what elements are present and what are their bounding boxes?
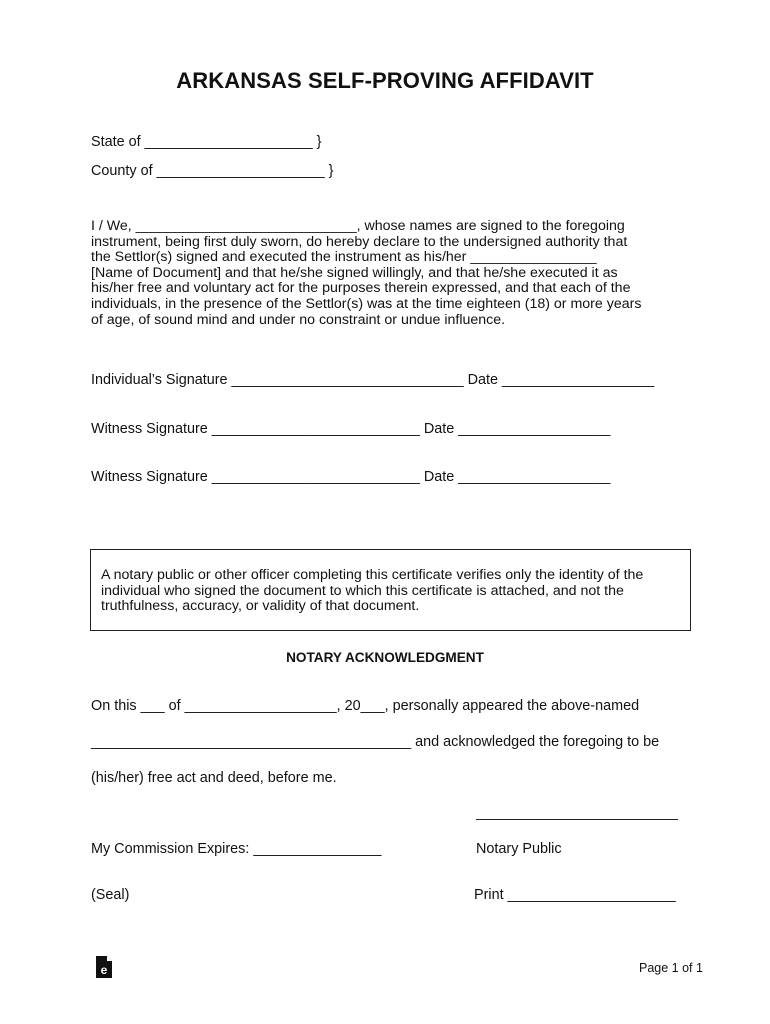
notary-line-1: On this ___ of ___________________, 20___, personally appeared the above-named — [91, 698, 640, 714]
print-name-line: Print _____________________ — [474, 887, 676, 903]
notary-heading: NOTARY ACKNOWLEDGMENT — [286, 650, 484, 665]
paragraph-line: of age, of sound mind and under no constraint or undue influence. — [91, 311, 506, 328]
individual-signature-line: Individual’s Signature _____________________________ Date ___________________ — [91, 372, 655, 388]
eforms-logo-icon — [94, 955, 114, 979]
paragraph-line: instrument, being first duly sworn, do hereby declare to the undersigned authority that — [91, 233, 628, 250]
paragraph-line: I / We, ____________________________, whose names are signed to the foregoing — [91, 218, 625, 234]
notary-line-3: (his/her) free act and deed, before me. — [91, 770, 337, 786]
paragraph-line: the Settlor(s) signed and executed the instrument as his/her ________________ — [91, 249, 597, 266]
seal-label: (Seal) — [91, 887, 130, 903]
affidavit-paragraph — [91, 219, 691, 328]
notice-text — [101, 568, 643, 615]
witness-signature-line-2: Witness Signature __________________________ Date ___________________ — [91, 469, 611, 485]
notary-signature-rule — [476, 819, 678, 820]
document-title: ARKANSAS SELF-PROVING AFFIDAVIT — [176, 68, 594, 93]
notice-line: truthfulness, accuracy, or validity of that document. — [101, 598, 420, 615]
notary-line-2: ________________________________________ and acknowledged the foregoing to be — [91, 734, 660, 750]
notice-line: individual who signed the document to which this certificate is attached, and not the — [101, 582, 624, 599]
page-number: Page 1 of 1 — [639, 961, 703, 975]
paragraph-line: individuals, in the presence of the Settlor(s) was at the time eighteen (18) or more years — [91, 295, 642, 312]
state-line: State of _____________________ } — [91, 134, 322, 150]
notary-public-label: Notary Public — [476, 841, 562, 857]
commission-expires-line: My Commission Expires: ________________ — [91, 841, 382, 857]
paragraph-line: his/her free and voluntary act for the purposes therein expressed, and that each of the — [91, 280, 631, 297]
paragraph-line: [Name of Document] and that he/she signed willingly, and that he/she executed it as — [91, 264, 618, 281]
svg-text:e: e — [100, 963, 108, 977]
county-line: County of _____________________ } — [91, 163, 334, 179]
notary-notice-box — [90, 549, 691, 631]
witness-signature-line-1: Witness Signature __________________________ Date ___________________ — [91, 421, 611, 437]
notice-line: A notary public or other officer completing this certificate verifies only the identity of the — [101, 567, 644, 583]
